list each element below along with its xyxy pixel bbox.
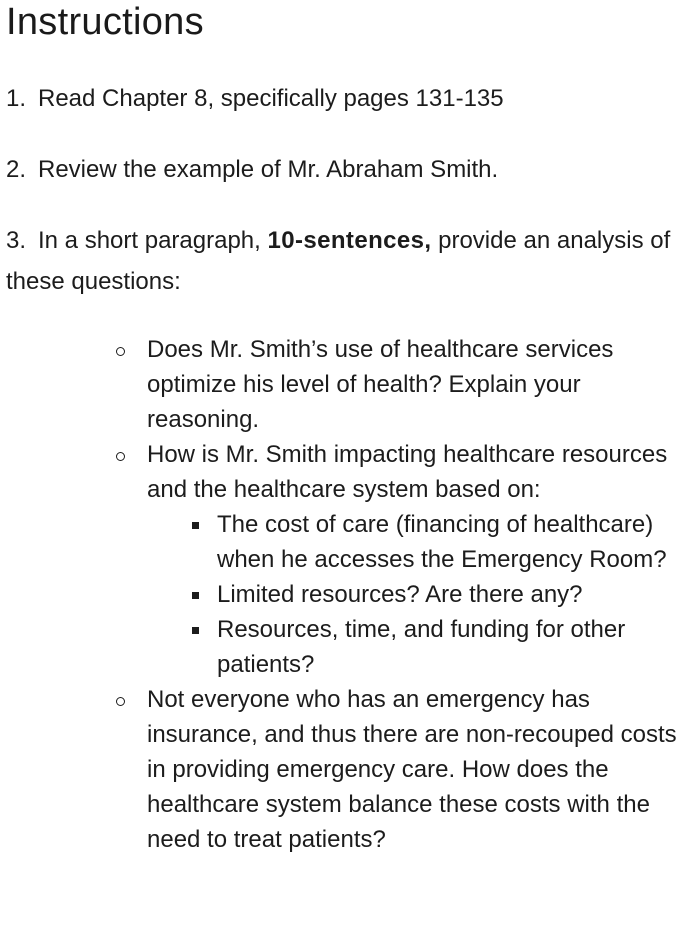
page-title: Instructions xyxy=(6,1,204,43)
list-item xyxy=(0,437,692,682)
list-item xyxy=(147,612,687,682)
list-item xyxy=(147,507,687,577)
step-number: 3. xyxy=(6,227,27,254)
step-text: In a short paragraph, xyxy=(38,227,268,254)
hollow-circle-bullet-icon xyxy=(116,347,125,356)
step-text: Review the example of Mr. Abraham Smith. xyxy=(38,156,499,183)
step-number: 1. xyxy=(6,85,27,112)
list-item xyxy=(0,332,692,437)
step-text-continued: provide an analysis of these questions: xyxy=(6,227,671,295)
square-bullet-icon xyxy=(192,522,199,529)
sub-question-text: Resources, time, and funding for other patients? xyxy=(217,616,626,678)
list-item xyxy=(0,682,692,857)
question-list xyxy=(0,332,700,857)
step-2 xyxy=(6,149,686,190)
step-3 xyxy=(6,220,686,302)
question-text: Not everyone who has an emergency has insurance, and thus there are non-recouped costs in providing emergency care. How does the healthcare system balance these costs with the need to treat patients? xyxy=(147,686,677,853)
square-bullet-icon xyxy=(192,627,199,634)
sentence-count-emphasis: 10-sentences, xyxy=(267,227,432,254)
step-text: Read Chapter 8, specifically pages 131-135 xyxy=(38,85,504,112)
hollow-circle-bullet-icon xyxy=(116,452,125,461)
square-bullet-icon xyxy=(192,592,199,599)
step-1 xyxy=(6,78,686,119)
hollow-circle-bullet-icon xyxy=(116,697,125,706)
step-number: 2. xyxy=(6,156,27,183)
question-text: Does Mr. Smith’s use of healthcare services optimize his level of health? Explain your reasoning. xyxy=(147,336,614,433)
sub-question-text: The cost of care (financing of healthcare) when he accesses the Emergency Room? xyxy=(217,511,667,573)
question-text: How is Mr. Smith impacting healthcare resources and the healthcare system based on: xyxy=(147,441,668,503)
list-item xyxy=(147,577,687,612)
sub-question-list xyxy=(147,507,692,682)
sub-question-text: Limited resources? Are there any? xyxy=(217,581,583,608)
